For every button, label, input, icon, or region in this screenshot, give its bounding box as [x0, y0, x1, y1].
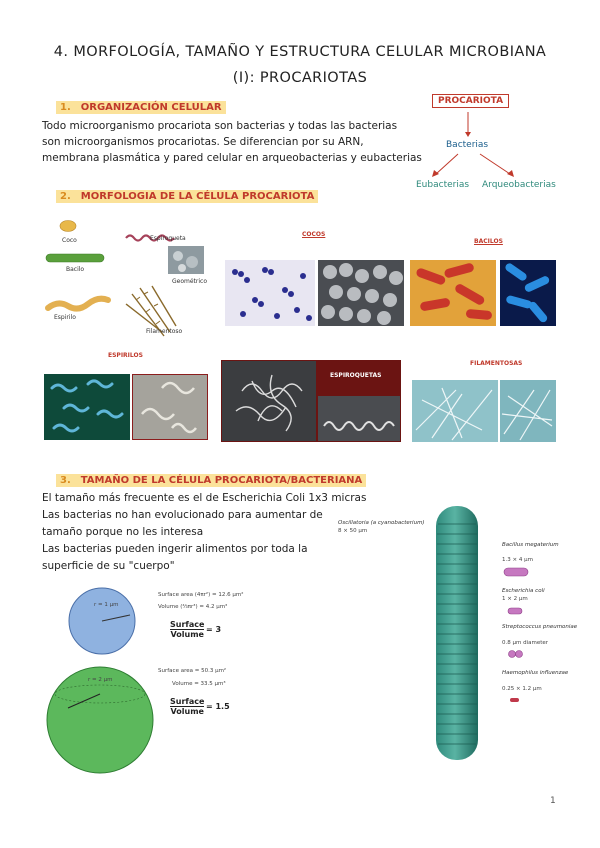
- label-cocos: COCOS: [302, 231, 326, 238]
- photo-espiroquetas-sem: [222, 361, 316, 441]
- sphere-small-ratio-value: = 3: [206, 625, 222, 634]
- comparison-ecoli-name: Escherichia coli: [502, 588, 545, 594]
- oscillatoria-size: 8 × 50 µm: [338, 528, 368, 534]
- photo-filamentosas-1: [412, 380, 498, 442]
- section1-text: Todo microorganismo procariota son bacterias y todas las bacterias son microorganismos procariotas. Se diferencian por su ARN, membrana plasmática y pared celular en arqueobacterias y eubacterias: [42, 120, 422, 164]
- shape-label-espirilo: Espirilo: [54, 314, 76, 321]
- sphere-small: [66, 585, 138, 657]
- section3-text: El tamaño más frecuente es el de Escherichia Coli 1x3 micras Las bacterias no han evolucionado para aumentar de tamaño porque no les interesa Las bacterias pueden ingerir alimentos por toda la superficie de su "cuerpo": [42, 492, 367, 572]
- photo-espirilos-phase: [132, 374, 208, 440]
- sphere-large-ratio-value: = 1.5: [206, 702, 230, 711]
- photo-bacilos-red: [410, 260, 496, 326]
- shape-label-espiroqueta: Espiroqueta: [150, 235, 186, 242]
- section3-heading: 3. TAMAÑO DE LA CÉLULA PROCARIOTA/BACTERIANA: [56, 474, 366, 487]
- comparison-bacillus-name: Bacillus megaterium: [502, 542, 559, 548]
- label-espiroquetas: ESPIROQUETAS: [330, 372, 382, 379]
- photo-espiroquetas-single: [318, 396, 400, 441]
- oscillatoria-filament: [434, 504, 480, 762]
- comparison-bacillus-shape: [502, 566, 532, 578]
- tree-left: Eubacterias: [416, 180, 470, 190]
- page-subtitle: (I): PROCARIOTAS: [232, 70, 368, 86]
- sphere-small-radius: r = 1 µm: [94, 602, 119, 608]
- shape-label-coco: Coco: [62, 237, 77, 244]
- comparison-haemophilus-size: 0.25 × 1.2 µm: [502, 686, 542, 692]
- comparison-ecoli-size: 1 × 2 µm: [502, 596, 528, 602]
- label-espirilos: ESPIRILOS: [108, 352, 143, 359]
- section2-heading: 2. MORFOLOGIA DE LA CÉLULA PROCARIOTA: [56, 190, 318, 203]
- comparison-haemophilus-shape: [508, 696, 522, 704]
- sphere-large-volume: Volume = 33.5 µm³: [172, 681, 226, 687]
- sphere-large-radius: r = 2 µm: [88, 677, 113, 683]
- label-filamentosas: FILAMENTOSAS: [470, 360, 523, 367]
- tree-middle: Bacterias: [446, 140, 489, 150]
- sphere-large-ratio-fraction: Surface Volume: [170, 697, 205, 716]
- tree-right: Arqueobacterias: [482, 180, 556, 190]
- photo-cocos-stained: [225, 260, 315, 326]
- label-bacilos: BACILOS: [474, 238, 503, 245]
- sphere-small-ratio-fraction: Surface Volume: [170, 620, 205, 639]
- photo-cocos-sem: [318, 260, 404, 326]
- comparison-haemophilus-name: Haemophilus influenzae: [502, 670, 569, 676]
- sphere-small-volume: Volume (⁴⁄₃πr³) = 4.2 µm³: [158, 604, 228, 610]
- photo-filamentosas-2: [500, 380, 556, 442]
- shape-label-geometrico: Geométrico: [172, 278, 208, 285]
- tree-arrows: [410, 108, 570, 188]
- section1-heading: 1. ORGANIZACIÓN CELULAR: [56, 101, 226, 114]
- comparison-ecoli-shape: [506, 606, 526, 616]
- sphere-small-surface: Surface area (4πr²) = 12.6 µm²: [158, 592, 244, 598]
- comparison-strepto-size: 0.8 µm diameter: [502, 640, 549, 646]
- photo-espirilos-green: [44, 374, 130, 440]
- shape-label-filamentoso: Filamentoso: [146, 328, 183, 335]
- page-title: 4. MORFOLOGÍA, TAMAÑO Y ESTRUCTURA CELULAR MICROBIANA: [53, 44, 547, 60]
- oscillatoria-name: Oscillatoria (a cyanobacterium): [338, 520, 425, 526]
- comparison-bacillus-size: 1.3 × 4 µm: [502, 557, 533, 563]
- tree-root: PROCARIOTA: [432, 94, 509, 108]
- comparison-strepto-shape: [506, 649, 526, 659]
- comparison-strepto-name: Streptococcus pneumoniae: [502, 624, 578, 630]
- photo-bacilos-blue: [500, 260, 556, 326]
- shape-label-bacilo: Bacilo: [66, 266, 85, 273]
- page-number: 1: [550, 796, 556, 806]
- sphere-large-surface: Surface area = 50.3 µm²: [158, 668, 227, 674]
